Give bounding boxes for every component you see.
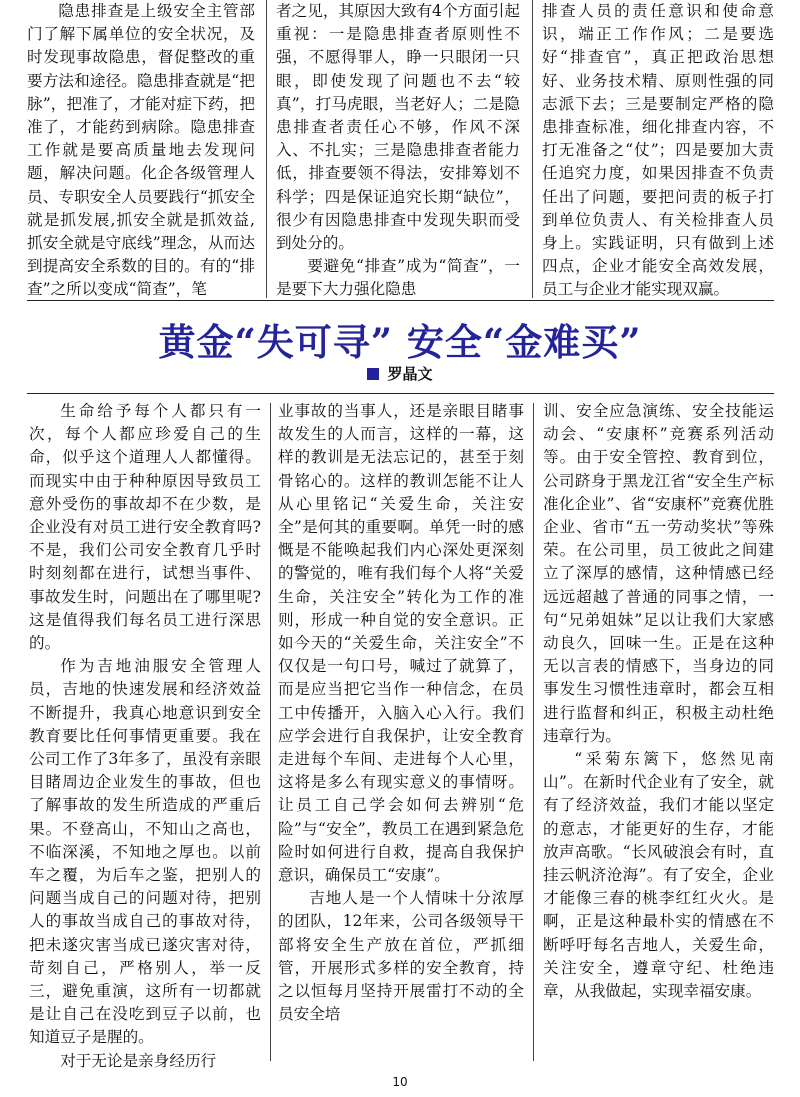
column-divider [266,0,267,298]
top-article-column-1 [27,0,255,298]
article-column-1 [29,400,261,1070]
article-column-2 [278,400,524,1060]
column-divider [533,403,534,1061]
paragraph: 排查人员的责任意识和使命意识，端正工作作风；二是要选好“排查官”，真正把政治思想好、业务技术精、原则性强的同志派下去；三是要制定严格的隐患排查标准，细化排查内容，不打无准备之“仗”；四是要加大责任追究力度，如果因排查不负责任出了问题，要把问责的板子打到单位负责人、有关检排查人员身上。实践证明，只有做到上述四点，企业才能安全高效发展，员工与企业才能实现双赢。 [542,2,774,299]
author-name: 罗晶文 [387,365,433,383]
paragraph: 业事故的当事人，还是亲眼目睹事故发生的人而言，这样的一幕，这样的教训是无法忘记的，甚至于刻骨铭心的。这样的教训怎能不让人从心里铭记“关爱生命，关注安全”是何其的重要啊。单凭一时的感慨是不能唤起我们内心深处更深刻的警觉的，唯有我们每个人将“关爱生命，关注安全”转化为工作的准则，形成一种自觉的安全意识。正如今天的“关爱生命，关注安全”不仅仅是一句口号，喊过了就算了，而是应当把它当作一种信念，在员工中传播开，入脑入心入行。我们应学会进行自我保护，让安全教育走进每个车间、走进每个人心里，这将是多么有现实意义的事情呀。让员工自己学会如何去辨别“危险”与“安全”，教员工在遇到紧急危险时如何进行自救，提高自我保护意识，确保员工“安康”。 [278,402,524,885]
paragraph: 作为吉地油服安全管理人员，吉地的快速发展和经济效益不断提升，我真心地意识到安全教育要比任何事情更重要。我在公司工作了3年多了，虽没有亲眼目睹周边企业发生的事故，但也了解事故的发生所造成的严重后果。不登高山，不知山之高也，不临深溪，不知地之厚也。以前车之覆，为后车之鉴，把别人的问题当成自己的问题对待，把别人的事故当成自己的事故对待，把未遂灾害当成已遂灾害对待，苛刻自己，严格别人，举一反三，避免重演，这所有一切都就是让自己在没吃到豆子以前，也知道豆子是腥的。 [29,657,261,1047]
page-number: 10 [392,1075,408,1089]
paragraph: 生命给予每个人都只有一次，每个人都应珍爱自己的生命，似乎这个道理人人都懂得。而现实中由于种种原因导致员工意外受伤的事故却不在少数，是企业没有对员工进行安全教育吗?不是，我们公司安全教育几乎时时刻刻都在进行，试想当事件、事故发生时，问题出在了哪里呢?这是值得我们每名员工进行深思的。 [29,402,261,653]
paragraph: 要避免“排查”成为“简查”，一是要下大力强化隐患 [276,257,520,299]
paragraph: 隐患排查是上级安全主管部门了解下属单位的安全状况，及时发现事故隐患，督促整改的重要方法和途径。隐患排查就是“把脉”，把准了，才能对症下药，把准了，才能药到病除。隐患排查工作就是要高质量地去发现问题，解决问题。化企各级管理人员、专职安全人员要践行“抓安全就是抓发展,抓安全就是抓效益,抓安全就是守底线”理念，从而达到提高安全系数的目的。有的“排查”之所以变成“简查”，笔 [27,2,255,299]
article-title: 黄金“失可寻” 安全“金难买” [158,320,642,364]
section-divider [27,300,774,301]
byline [0,363,800,384]
top-article-column-2 [276,0,520,298]
byline-square-icon [367,368,379,380]
paragraph: 训、安全应急演练、安全技能运动会、“安康杯”竞赛系列活动等。由于安全管控、教育到位，公司跻身于黑龙江省“安全生产标准化企业”、省“安康杯”竞赛优胜企业、省市“五一劳动奖状”等殊荣。在公司里，员工彼此之间建立了深厚的感情，这种情感已经远远超越了普通的同事之情，一句“兄弟姐妹”足以让我们大家感动良久，回味一生。正是在这种无以言表的情感下，当身边的同事发生习惯性违章时，都会互相进行监督和纠正，积极主动杜绝违章行为。 [543,402,774,745]
paragraph: “采菊东篱下，悠然见南山”。在新时代企业有了安全，就有了经济效益，我们才能以坚定的意志，才能更好的生存，才能放声高歌。“长风破浪会有时，直挂云帆济沧海”。有了安全，企业才能像三春的桃李红红火火。是啊，正是这种最朴实的情感在不断呼吁每名吉地人，关爱生命，关注安全，遵章守纪、杜绝违章，从我做起，实现幸福安康。 [543,750,774,1001]
column-divider [270,403,271,1061]
paragraph: 对于无论是亲身经历行 [60,1051,217,1070]
column-divider [532,0,533,298]
top-article-column-3 [542,0,774,298]
section-divider [27,393,774,394]
article-column-3 [543,400,774,1060]
paragraph: 者之见，其原因大致有4个方面引起重视：一是隐患排查者原则性不强，不愿得罪人，睁一只眼闭一只眼，即使发现了问题也不去“较真”，打马虎眼，当老好人；二是隐患排查者责任心不够，作风不深入、不扎实；三是隐患排查者能力低，排查要领不得法，安排筹划不科学；四是保证追究长期“缺位”，很少有因隐患排查中发现失职而受到处分的。 [276,2,520,253]
paragraph: 吉地人是一个人情味十分浓厚的团队，12年来，公司各级领导干部将安全生产放在首位，严抓细管，开展形式多样的安全教育，持之以恒每月坚持开展雷打不动的全员安全培 [278,889,524,1024]
